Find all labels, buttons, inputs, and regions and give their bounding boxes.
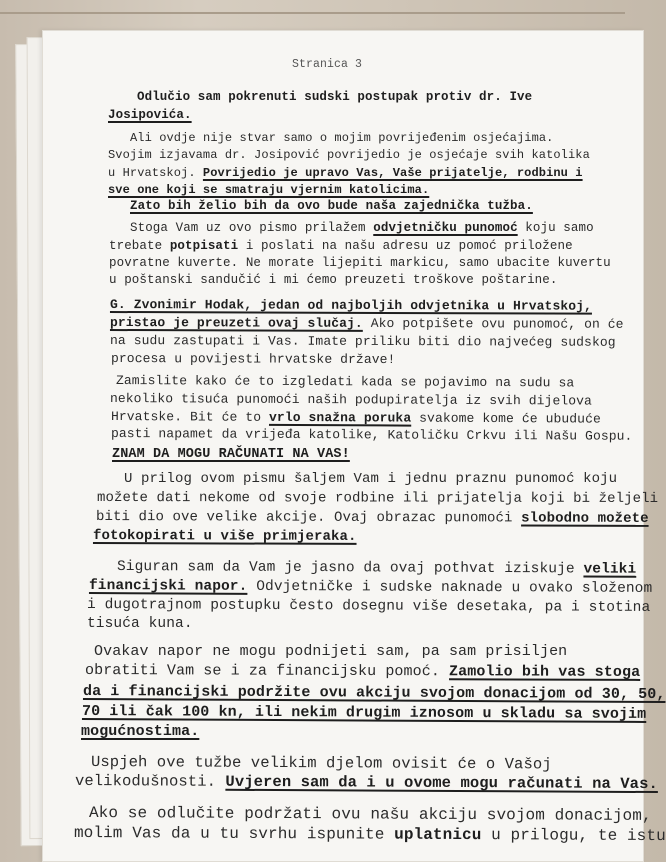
text-line [85, 662, 640, 681]
text-segment: Ovakav napor ne mogu podnijeti sam, pa sam prisiljen [94, 643, 568, 660]
text-line [117, 559, 636, 578]
text-segment: tisuća kuna. [87, 616, 193, 632]
text-segment: Zamislite kako će to izgledati kada se pojavimo na sudu sa [115, 373, 575, 391]
text-line [111, 351, 396, 367]
text-line [75, 772, 658, 793]
text-segment: Odvjetničke i sudske naknade u ovako složenom [247, 578, 653, 597]
text-line [137, 90, 532, 104]
text-line [108, 166, 583, 180]
emphasis-text: financijski napor. [88, 578, 248, 595]
text-segment: svakome kome će ubuduće [411, 410, 601, 427]
text-line [109, 273, 557, 287]
text-line [87, 597, 650, 616]
emphasis-text: Zamolio bih vas stoga [449, 663, 641, 681]
emphasis-text: Uvjeren sam da i u ovome mogu računati na Vas. [225, 772, 658, 794]
text-line [81, 723, 199, 740]
emphasis-text: odvjetničku punomoć [373, 221, 518, 235]
emphasis-text: Zato bih želio bih da ovo bude naša zajednička tužba. [130, 199, 533, 213]
emphasis-text: ZNAM DA MOGU RAČUNATI NA VAS! [112, 447, 350, 462]
emphasis-text: veliki [583, 561, 637, 578]
text-segment: Ali ovdje nije stvar samo o mojim povrijeđenim osjećajima. [130, 131, 554, 145]
text-line [116, 373, 574, 390]
text-segment: i poslati na našu adresu uz pomoć priložene [238, 239, 573, 253]
text-segment: povratne kuverte. Ne morate lijepiti markicu, samo ubacite kuvertu [109, 256, 611, 270]
text-segment: molim Vas da u tu svrhu ispunite [73, 824, 395, 844]
emphasis-text: pristao je preuzeti ovaj slučaj. [109, 315, 363, 331]
emphasis-text: 70 ili čak 100 kn, ili nekim drugim iznosom u skladu sa svojim [81, 703, 647, 723]
text-line [87, 616, 193, 632]
text-line [130, 131, 553, 145]
text-line [111, 409, 601, 427]
text-segment: U prilog ovom pismu šaljem Vam i jednu praznu punomoć koju [124, 471, 618, 487]
text-line [97, 490, 658, 507]
text-segment: trebate [109, 239, 170, 253]
text-line [89, 578, 652, 597]
text-line [89, 804, 652, 825]
text-line [110, 297, 592, 314]
emphasis-text: G. Zvonimir Hodak, jedan od najboljih odvjetnika u Hrvatskoj, [109, 297, 593, 314]
text-line [94, 643, 567, 660]
text-segment: Hrvatske. Bit će to [110, 409, 270, 425]
text-segment: biti dio ove velike akcije. Ovaj obrazac punomoći [95, 509, 522, 527]
text-segment: koju samo [517, 221, 594, 235]
text-line [130, 199, 533, 213]
text-segment: Ako potpišete ovu punomoć, on će [362, 315, 624, 332]
page-number: Stranica 3 [292, 58, 363, 71]
text-line [96, 509, 649, 527]
text-segment: u prilogu, te istu [481, 826, 666, 846]
text-segment: možete dati nekome od svoje rodbine ili prijatelja koji bi željeli [96, 490, 659, 507]
text-line [109, 239, 573, 253]
text-segment: velikodušnosti. [74, 772, 226, 791]
text-line [111, 426, 633, 444]
text-segment: Svojim izjavama dr. Josipović povrijedio je osjećaje svih katolika [108, 148, 590, 162]
text-segment: u poštanski sandučić i mi ćemo preuzeti troškove poštarine. [109, 273, 558, 287]
text-segment: procesa u povijesti hrvatske države! [110, 351, 396, 367]
emphasis-text: fotokopirati u više primjeraka. [92, 528, 357, 545]
text-segment: Ako se odlučite podržati ovu našu akciju svojom donacijom, [88, 804, 652, 825]
text-segment: na sudu zastupati i Vas. Imate priliku biti dio najvećeg sudskog [109, 333, 616, 350]
text-segment: pasti napamet da vrijeđa katolike, Katoličku Crkvu ili Našu Gospu. [110, 426, 633, 444]
emphasis-text: Josipovića. [108, 108, 192, 122]
text-line [124, 471, 617, 487]
emphasis-text: Povrijedio je upravo Vas, Vaše prijatelje, rodbinu i [202, 166, 583, 180]
text-line [110, 315, 624, 332]
text-segment: Stoga Vam uz ovo pismo prilažem [130, 221, 374, 235]
emphasis-text: potpisati [169, 239, 239, 253]
text-line [108, 148, 590, 162]
emphasis-text: Odlučio sam pokrenuti sudski postupak protiv dr. Ive [137, 90, 533, 104]
text-line [82, 703, 646, 723]
emphasis-text: sve one koji se smatraju vjernim katolicima. [108, 183, 430, 197]
text-line [93, 528, 357, 545]
text-segment: Uspjeh ove tužbe velikim djelom ovisit će o Vašoj [90, 753, 552, 774]
text-line [109, 256, 611, 270]
text-line [108, 108, 192, 122]
emphasis-text: mogućnostima. [81, 723, 200, 740]
text-line [110, 333, 616, 350]
table-seam [0, 12, 625, 14]
emphasis-text: da i financijski podržite ovu akciju svojom donacijom od 30, 50, [82, 683, 666, 704]
emphasis-text: slobodno možete [521, 510, 649, 527]
text-line [108, 183, 429, 197]
text-segment: obratiti Vam se i za financijsku pomoć. [84, 662, 450, 681]
text-line [110, 391, 592, 409]
emphasis-text: uplatnicu [394, 825, 482, 845]
text-line [112, 447, 350, 462]
text-line [130, 221, 594, 235]
text-line [91, 753, 552, 773]
emphasis-text: vrlo snažna poruka [268, 409, 412, 426]
text-segment: i dugotrajnom postupku često dosegnu više desetaka, pa i stotina [86, 597, 651, 616]
text-segment: Siguran sam da Vam je jasno da ovaj pothvat iziskuje [116, 559, 584, 578]
text-segment: u Hrvatskoj. [108, 166, 203, 180]
text-segment: nekoliko tisuća punomoći naših podupiratelja iz svih dijelova [109, 391, 593, 409]
text-line [74, 824, 666, 845]
text-line [83, 683, 666, 703]
